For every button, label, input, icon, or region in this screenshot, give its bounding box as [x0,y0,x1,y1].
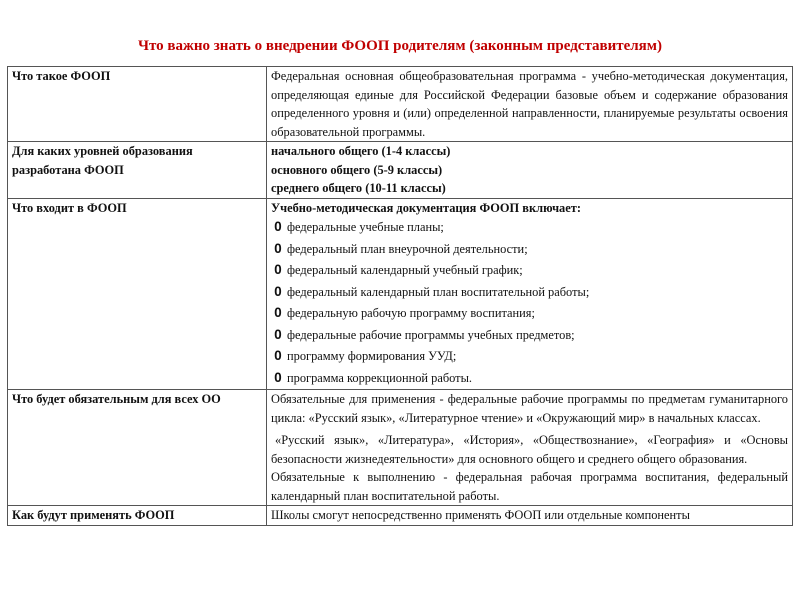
answer-paragraph: Обязательные к выполнению - федеральная рабочая программа воспитания, федеральный календарный план воспитательной работы. [271,470,788,503]
list-item [271,282,788,304]
list-item-text: федеральный календарный план воспитательной работы; [287,284,590,299]
row-answer [267,198,793,390]
table-row [8,198,793,390]
info-table [7,66,793,526]
list-item-text: федеральный план внеурочной деятельности; [287,241,528,256]
table-row [8,142,793,199]
paperclip-icon: 𝟎 [274,349,282,364]
row-question: Что такое ФООП [8,67,267,142]
level-item: начального общего (1-4 классы) [271,144,451,158]
answer-paragraph: «Русский язык», «Литература», «История», «Обществознание», «География» и «Основы безопасности жизнедеятельности» для основного общего и среднего общего образования. [271,433,788,466]
row-question: Что входит в ФООП [8,198,267,390]
paperclip-icon: 𝟎 [274,370,282,386]
paperclip-icon: 𝟎 [274,284,282,300]
list-item [271,239,788,261]
list-item-text: федеральную рабочую программу воспитания; [287,306,535,320]
list-item [271,260,788,282]
paperclip-icon: 𝟎 [274,327,282,343]
paperclip-icon: 𝟎 [274,263,282,278]
paperclip-icon: 𝟎 [274,241,282,257]
list-item-text: федеральный календарный учебный график; [287,263,523,277]
row-answer [267,390,793,506]
list-item-text: программа коррекционной работы. [287,370,472,385]
list-item-text: федеральные рабочие программы учебных предметов; [287,327,575,342]
page-title: Что важно знать о внедрении ФООП родителям (законным представителям) [137,38,663,54]
row-question: Для каких уровней образования разработана ФООП [8,142,267,199]
list-item [271,303,788,325]
answer-text: Школы смогут непосредственно применять ФООП или отдельные компоненты [271,508,690,522]
table-row [8,506,793,526]
level-item: основного общего (5-9 классы) [271,162,443,177]
answer-paragraph: Обязательные для применения - федеральные рабочие программы по предметам гуманитарного цикла: «Русский язык», «Литературное чтение» и «Окружающий мир» в начальных классах. [271,392,788,425]
list-heading: Учебно-методическая документация ФООП включает: [271,200,581,215]
level-item: среднего общего (10-11 классы) [271,181,446,195]
table-row [8,390,793,506]
list-item [271,368,788,390]
list-item [271,346,788,368]
list-item [271,217,788,239]
row-question: Что будет обязательным для всех ОО [8,390,267,506]
list-item-text: программу формирования УУД; [287,349,457,363]
row-answer [267,506,793,526]
row-question: Как будут применять ФООП [8,506,267,526]
table-row [8,67,793,142]
list-item-text: федеральные учебные планы; [287,220,444,234]
answer-text: Федеральная основная общеобразовательная программа - учебно-методическая документация, определяющая единые для Российской Федерации базовые объем и содержание образования определенного уровня и (или) определенной направленности, планируемые результаты освоения образовательной программы. [271,69,788,139]
paperclip-icon: 𝟎 [274,220,282,235]
list-item [271,325,788,347]
row-answer [267,67,793,142]
row-answer [267,142,793,199]
paperclip-icon: 𝟎 [274,306,282,321]
